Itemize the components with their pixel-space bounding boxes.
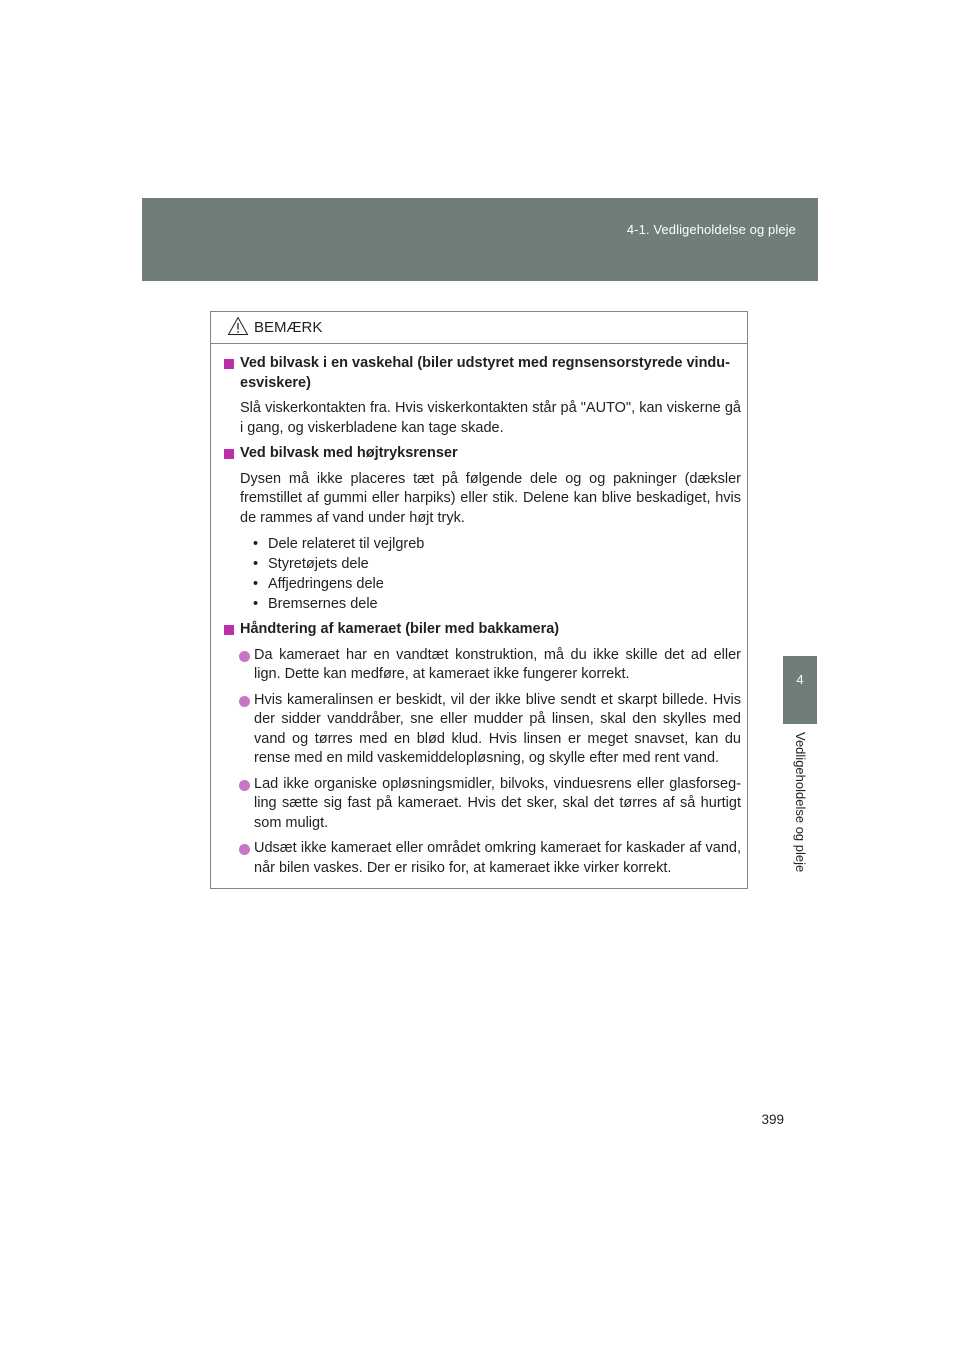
section-heading bbox=[223, 444, 741, 464]
square-bullet-icon bbox=[224, 359, 234, 369]
paragraph: Dysen må ikke placeres tæt på følgende dele og og pakninger (dæksler fremstillet af gummi eller harpiks) eller stik. Delene kan blive beskadiget, hvis de rammes af vand under højt tryk. bbox=[240, 470, 741, 526]
paragraph: Slå viskerkontakten fra. Hvis viskerkontakten står på "AUTO", kan viskerne gå i gang, og viskerbladene kan tage skade. bbox=[240, 400, 741, 436]
circle-bullet-icon bbox=[239, 651, 250, 662]
bullet-dot-icon: • bbox=[253, 536, 259, 552]
square-bullet-icon bbox=[224, 449, 234, 459]
bullet-dot-icon: • bbox=[253, 576, 259, 592]
list-item: • Bremsernes dele bbox=[253, 596, 378, 612]
square-bullet-icon bbox=[224, 625, 234, 635]
list-item: Hvis kameralinsen er beskidt, vil der ikke blive sendt et skarpt billede. Hvis der sidder vanddråber, sne eller mudder på linsen, skal den skylles med vand og tørres med en blød klud. Hvis linsen er meget snavset, kan du rense med en mild vaskemiddelopløsning, og skylle efter med rent vand. bbox=[223, 691, 741, 769]
notice-body bbox=[211, 344, 747, 878]
heading-text: Ved bilvask i en vaskehal (biler udstyret med regnsensorstyrede vindu-esviskere) bbox=[240, 355, 730, 391]
list-item: Da kameraet har en vandtæt konstruktion, må du ikke skille det ad eller lign. Dette kan medføre, at kameraet ikke fungerer korrekt. bbox=[223, 646, 741, 685]
header-bar bbox=[142, 198, 818, 281]
chapter-tab bbox=[783, 656, 817, 724]
notice-header bbox=[211, 312, 747, 344]
heading-text: Håndtering af kameraet (biler med bakkamera) bbox=[240, 621, 560, 637]
bullet-dot-icon: • bbox=[253, 596, 259, 612]
section-heading bbox=[223, 354, 741, 393]
chapter-number: 4 bbox=[796, 672, 804, 687]
list-item: • Dele relateret til vejlgreb bbox=[253, 536, 425, 552]
bullet-dot-icon: • bbox=[253, 556, 259, 572]
list-item: • Affjedringens dele bbox=[253, 576, 384, 592]
bullet-list bbox=[223, 534, 741, 614]
circle-bullet-icon bbox=[239, 844, 250, 855]
notice-box bbox=[210, 311, 748, 889]
warning-triangle-icon bbox=[227, 316, 249, 336]
page-number: 399 bbox=[761, 1112, 784, 1127]
circle-bullet-icon bbox=[239, 696, 250, 707]
list-item: • Styretøjets dele bbox=[253, 556, 369, 572]
list-item: Lad ikke organiske opløsningsmidler, bilvoks, vinduesrens eller glasforseg-ling sætte sig fast på kameraet. Hvis det sker, skal det tørres af så hurtigt som muligt. bbox=[223, 775, 741, 834]
section-title: 4-1. Vedligeholdelse og pleje bbox=[626, 222, 796, 237]
circle-bullet-icon bbox=[239, 780, 250, 791]
list-item: Udsæt ikke kameraet eller området omkring kameraet for kaskader af vand, når bilen vaskes. Der er risiko for, at kameraet ikke virker korrekt. bbox=[223, 839, 741, 878]
chapter-label: Vedligeholdelse og pleje bbox=[793, 732, 808, 873]
section-heading bbox=[223, 620, 741, 640]
notice-title: BEMÆRK bbox=[254, 319, 323, 336]
heading-text: Ved bilvask med højtryksrenser bbox=[240, 445, 458, 461]
